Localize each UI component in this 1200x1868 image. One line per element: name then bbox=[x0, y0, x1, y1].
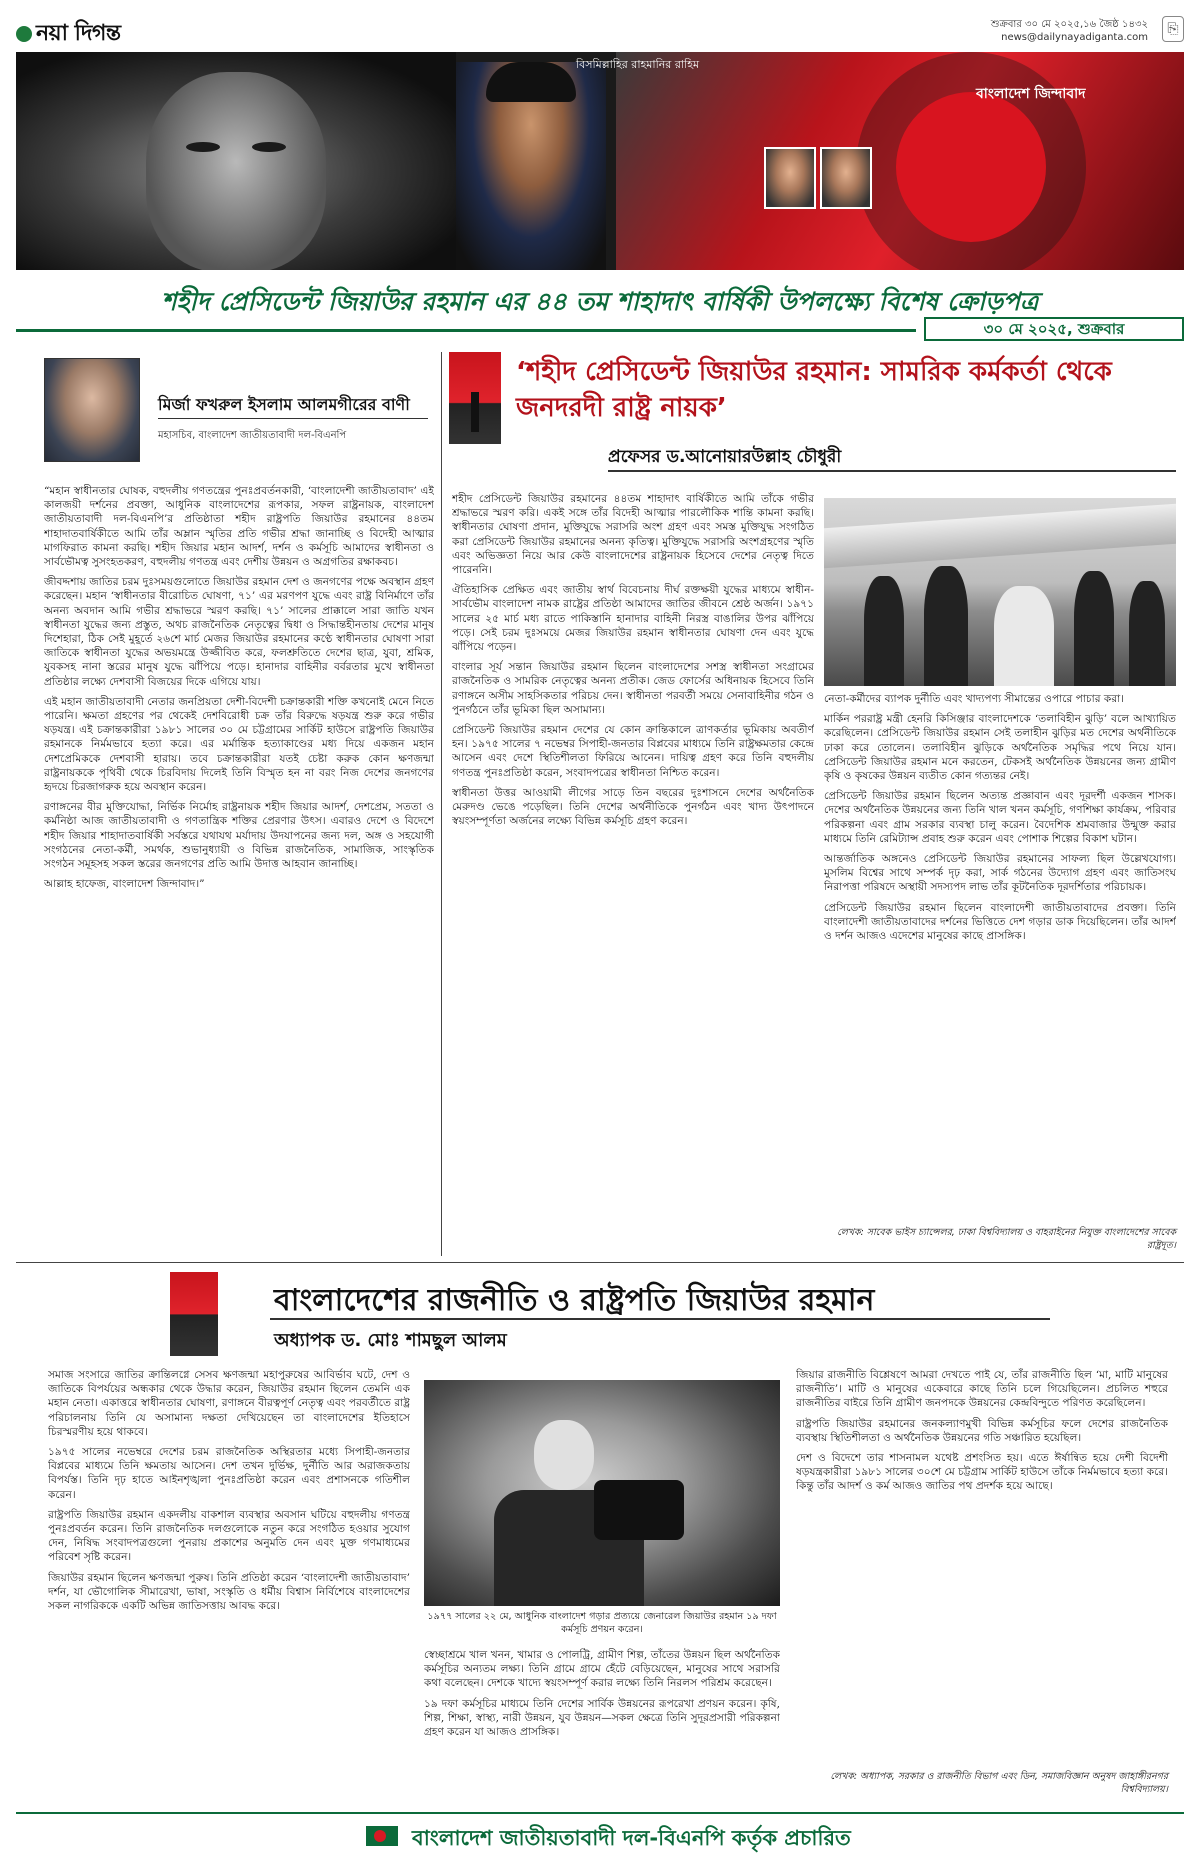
inset-portrait-2 bbox=[820, 147, 872, 209]
article1-photo bbox=[824, 498, 1176, 686]
photo-microphones bbox=[594, 1480, 684, 1540]
inset-face bbox=[822, 149, 870, 207]
message-paragraph: রণাঙ্গনের বীর মুক্তিযোদ্ধা, নির্ভিক নির্মোহ রাষ্ট্রনায়ক শহীদ জিয়ার আদর্শ, দেশপ্রেম, সততা ও কর্মনিষ্ঠা আজ জাতীয়তাবাদী ও গণতান্ত্রিক শক্তির প্রেরণার উৎস। এবারও দেশে ও বিদেশে শহীদ জিয়ার শাহাদাতবার্ষিকী সর্বস্তরে যথাযথ মর্যাদায় উদযাপনের জন্য দল, অঙ্গ ও সহযোগী সংগঠনের নেতা-কর্মী, সমর্থক, শুভানুধ্যায়ী ও বিভিন্ন রাজনৈতিক, সামাজিক, সাংস্কৃতিক সংগঠন সমূহসহ সকল স্তরের জনগণের প্রতি আমি উদাত্ত আহবান জানাচ্ছি। bbox=[44, 801, 434, 871]
article1-author: প্রফেসর ড.আনোয়ারউল্লাহ চৌধুরী bbox=[608, 447, 842, 467]
article1-title: ‘শহীদ প্রেসিডেন্ট জিয়াউর রহমান: সামরিক কর্মকর্তা থেকে জনদরদী রাষ্ট্র নায়ক’ bbox=[516, 357, 1112, 423]
article2-signature: লেখক: অধ্যাপক, সরকার ও রাজনীতি বিভাগ এবং ডিন, সমাজবিজ্ঞান অনুষদ জাহাঙ্গীরনগর বিশ্ববিদ্যালয়। bbox=[830, 1771, 1168, 1795]
article2-photo bbox=[424, 1380, 780, 1606]
banner-portrait-center bbox=[456, 62, 606, 270]
photo-figure bbox=[994, 586, 1054, 686]
article2-paragraph: রাষ্ট্রপতি জিয়াউর রহমান একদলীয় বাকশাল ব্যবস্থার অবসান ঘটিয়ে বহুদলীয় গণতন্ত্র পুনঃপ্রবর্তন করেন। তিনি রাজনৈতিক দলগুলোকে নতুন করে সংগঠিত হওয়ার সুযোগ দেন, নিষিদ্ধ সংবাদপত্রগুলো পুনরায় প্রকাশের অনুমতি দেন এবং মুক্ত গণমাধ্যমের পরিবেশ সৃষ্টি করেন। bbox=[48, 1508, 410, 1564]
article1-paragraph: ঐতিহাসিক প্রেক্ষিত এবং জাতীয় স্বার্থ বিবেচনায় দীর্ঘ রক্তক্ষয়ী যুদ্ধের মাধ্যমে স্বাধীন-সার্বভৌম বাংলাদেশ নামক রাষ্ট্রের প্রতিষ্ঠা আমাদের জাতির জীবনে শ্রেষ্ঠ অর্জন। ১৯৭১ সালের ২৫ মার্চ মধ্য রাতে পাকিস্তানি হানাদার বাহিনী নিরস্ত্র বাঙালির উপর ঝাঁপিয়ে পড়ে। সেই চরম দুঃসময়ে মেজর জিয়াউর রহমান স্বাধীনতার ঘোষণা দেন এবং যুদ্ধে ঝাঁপিয়ে পড়েন। bbox=[452, 584, 814, 654]
article2-paragraph: জিয়ার রাজনীতি বিশ্লেষণে আমরা দেখতে পাই যে, তাঁর রাজনীতি ছিল ‘মা, মাটি মানুষের রাজনীতি’। মাটি ও মানুষের একেবারে কাছে তিনি চলে গিয়েছিলেন। প্রচলিত শহুরে রাজনীতির বাইরে তিনি গ্রামীণ জনপদকে উন্নয়নের কেন্দ্রবিন্দুতে পরিণত করেছিলেন। bbox=[796, 1369, 1168, 1410]
message-author-photo bbox=[44, 358, 140, 462]
section-divider bbox=[16, 1262, 1184, 1263]
article2-photo-caption: ১৯৭৭ সালের ২২ মে, আধুনিক বাংলাদেশ গড়ার প্রত্যয়ে জেনারেল জিয়াউর রহমান ১৯ দফা কর্মসূচি প্রণয়ন করেন। bbox=[427, 1611, 777, 1635]
article2-column-3 bbox=[796, 1368, 1168, 1762]
message-role: মহাসচিব, বাংলাদেশ জাতীয়তাবাদী দল-বিএনপি bbox=[158, 430, 347, 441]
flag-circle bbox=[896, 92, 1046, 242]
portrait-eye bbox=[252, 142, 286, 152]
banner-slogan: বাংলাদেশ জিন্দাবাদ bbox=[976, 86, 1086, 102]
article1-paragraph: মার্কিন পররাষ্ট্র মন্ত্রী হেনরি কিসিঞ্জার বাংলাদেশকে ‘তলাবিহীন ঝুড়ি’ বলে আখ্যায়িত করেছিলেন। প্রেসিডেন্ট জিয়াউর রহমান সেই তলাহীন ঝুড়ির মত দেশের অর্থনীতিকে ঢাকা করে তোলেন। তলাবিহীন ঝুড়িকে অর্থনৈতিক সমৃদ্ধির পথে নিয়ে যান। প্রেসিডেন্ট জিয়াউর রহমান মনে করতেন, টেকসই অর্থনৈতিক উন্নয়নের জন্য গ্রামীণ কৃষি ও কৃষকের উন্নয়ন ব্যতীত কোন গত্যন্তর নেই। bbox=[824, 713, 1176, 783]
article2-paragraph: স্বেচ্ছাশ্রমে খাল খনন, খামার ও পোলট্রি, গ্রামীণ শিল্প, তাঁতের উন্নয়ন ছিল অর্থনৈতিক কর্মসূচির অন্যতম লক্ষ্য। তিনি গ্রামে গ্রামে হেঁটে বেড়িয়েছেন, মানুষের সাথে সরাসরি কথা বলেছেন। দেশকে খাদ্যে স্বয়ংসম্পূর্ণ করার লক্ষ্যে তিনি নিরলস পরিশ্রম করেছেন। bbox=[424, 1649, 780, 1690]
article1-signature: লেখক: সাবেক ভাইস চ্যান্সেলর, ঢাকা বিশ্ববিদ্যালয় ও বাহরাইনের নিযুক্ত বাংলাদেশের সাবেক রাষ্ট্রদূত। bbox=[837, 1227, 1176, 1251]
message-paragraph: আল্লাহ হাফেজ, বাংলাদেশ জিন্দাবাদ।” bbox=[44, 878, 205, 891]
inset-portrait-1 bbox=[764, 147, 816, 209]
article2-column-2 bbox=[424, 1648, 780, 1764]
photo-figure bbox=[924, 566, 968, 686]
article2-column-1 bbox=[48, 1368, 410, 1762]
aircraft-wing bbox=[824, 504, 1176, 569]
bismillah-text: বিসমিল্লাহির রাহমানির রাহিম bbox=[576, 58, 700, 71]
article1-paragraph: স্বাধীনতা উত্তর আওয়ামী লীগের সাড়ে তিন বছরের দুঃশাসনে দেশের অর্থনৈতিক মেরুদণ্ড ভেঙে পড়েছিল। তিনি দেশের অর্থনীতিকে পুনর্গঠন এবং খাদ্য উৎপাদনে স্বয়ংসম্পূর্ণতা অর্জনের লক্ষ্যে বিভিন্ন কর্মসূচি গ্রহণ করেন। bbox=[452, 786, 814, 828]
newspaper-logo bbox=[16, 16, 121, 53]
article2-paragraph: রাষ্ট্রপতি জিয়াউর রহমানের জনকল্যাণমুখী বিভিন্ন কর্মসূচির ফলে দেশের রাজনৈতিক ব্যবস্থায় স্থিতিশীলতা ও অর্থনৈতিক উন্নয়নের গতি সঞ্চারিত হয়েছিল। bbox=[796, 1417, 1168, 1444]
photo-figure bbox=[1129, 581, 1165, 686]
article2-title-rule bbox=[270, 1318, 1050, 1320]
article1-column-2 bbox=[824, 692, 1176, 1222]
photo-figure bbox=[1074, 571, 1114, 686]
footer bbox=[16, 1812, 1184, 1852]
inset-face bbox=[766, 149, 814, 207]
message-body bbox=[44, 484, 434, 1244]
banner-portrait-zia bbox=[16, 52, 456, 270]
article1-photo-adjacent: নেতা-কর্মীদের ব্যাপক দুর্নীতি এবং খাদ্যপণ্য সীমান্তের ওপারে পাচার করা। bbox=[824, 693, 1125, 705]
supplement-title: শহীদ প্রেসিডেন্ট জিয়াউর রহমান এর ৪৪ তম শাহাদাৎ বার্ষিকী উপলক্ষ্যে বিশেষ ক্রোড়পত্র bbox=[161, 287, 1039, 316]
footer-publisher: বাংলাদেশ জাতীয়তাবাদী দল-বিএনপি কর্তৃক প্রচারিত bbox=[412, 1826, 851, 1850]
article1-paragraph: বাংলার সূর্য সন্তান জিয়াউর রহমান ছিলেন বাংলাদেশের সশস্ত্র স্বাধীনতা সংগ্রামের রাজনৈতিক ও সামরিক নেতৃত্বের অনন্য প্রতীক। জেড ফোর্সের অধিনায়ক হিসেবে তিনি রণাঙ্গনে অসীম সাহসিকতার পরিচয় দেন। স্বাধীনতা পরবর্তী সময়ে সেনাবাহিনীর গঠন ও পুনর্গঠনে তাঁর ভূমিকা ছিল অসামান্য। bbox=[452, 661, 814, 716]
photo-figure bbox=[864, 576, 904, 686]
message-paragraph: “মহান স্বাধীনতার ঘোষক, বহুদলীয় গণতন্ত্রের পুনঃপ্রবর্তনকারী, ‘বাংলাদেশী জাতীয়তাবাদ’ এই কালজয়ী দর্শনের প্রবক্তা, আধুনিক বাংলাদেশের রূপকার, সফল রাষ্ট্রনায়ক, বাংলাদেশ জাতীয়তাবাদী দল-বিএনপি’র প্রতিষ্ঠাতা শহীদ রাষ্ট্রপতি জিয়াউর রহমানের ৪৪তম শাহাদাতবার্ষিকীতে আমি তাঁর অম্লান স্মৃতির প্রতি গভীর শ্রদ্ধা জানাচ্ছি ও বিদেহী আত্মার মাগফিরাত কামনা করছি। শহীদ জিয়ার মহান আদর্শ, দর্শন ও কর্মসূচি আমাদের স্বাধীনতা ও সার্বভৌমত্ব সুসংহতকরণ, বহুদলীয় গণতন্ত্র এবং দেশীয় উন্নয়ন ও অগ্রগতির রক্ষাকবচ। bbox=[44, 485, 434, 569]
icon-bar bbox=[471, 392, 479, 432]
portrait-face bbox=[146, 72, 326, 270]
article2-paragraph: ১৯৭৫ সালের নভেম্বরে দেশের চরম রাজনৈতিক অস্থিরতার মধ্যে সিপাহী-জনতার বিপ্লবের মাধ্যমে তিনি ক্ষমতায় আসেন। দেশ তখন দুর্ভিক্ষ, দুর্নীতি আর অরাজকতায় বিপর্যস্ত। তিনি দৃঢ় হাতে আইনশৃঙ্খলা পুনঃপ্রতিষ্ঠা করেন এবং প্রশাসনকে গতিশীল করেন। bbox=[48, 1446, 410, 1501]
issue-date: ৩০ মে ২০২৫, শুক্রবার bbox=[924, 317, 1184, 341]
article1-paragraph: প্রেসিডেন্ট জিয়াউর রহমান ছিলেন বাংলাদেশী জাতীয়তাবাদের প্রবক্তা। তিনি বাংলাদেশী জাতীয়তাবাদের দর্শনের ভিত্তিতে দেশ গড়ার ডাক দিয়েছিলেন। তাঁর আদর্শ ও দর্শন আজও এদেশের মানুষের কাছে প্রাসঙ্গিক। bbox=[824, 901, 1176, 943]
date-bar bbox=[16, 322, 1184, 338]
article1-paragraph: আন্তর্জাতিক অঙ্গনেও প্রেসিডেন্ট জিয়াউর রহমানের সাফল্য ছিল উল্লেখযোগ্য। মুসলিম বিশ্বের সাথে সম্পর্ক দৃঢ় করা, সার্ক গঠনের উদ্যোগ গ্রহণ এবং জাতিসংঘ নিরাপত্তা পরিষদে অস্থায়ী সদস্যপদ লাভ তাঁর কূটনৈতিক দূরদর্শিতার পরিচায়ক। bbox=[824, 853, 1176, 894]
article1-paragraph: প্রেসিডেন্ট জিয়াউর রহমান দেশের যে কোন ক্রান্তিকালে ত্রাণকর্তার ভূমিকায় অবতীর্ণ হন। ১৯৭৫ সালের ৭ নভেম্বর সিপাহী-জনতার বিপ্লবের মাধ্যমে তিনি রাষ্ট্রক্ষমতার কেন্দ্রে আসেন এবং দেশে স্থিতিশীলতা ফিরিয়ে আনেন। দায়িত্ব গ্রহণ করে তিনি বহুদলীয় গণতন্ত্র পুনঃপ্রতিষ্ঠা করেন, সংবাদপত্রের স্বাধীনতা নিশ্চিত করেন। bbox=[452, 724, 814, 779]
article2-paragraph: জিয়াউর রহমান ছিলেন ক্ষণজন্মা পুরুষ। তিনি প্রতিষ্ঠা করেন ‘বাংলাদেশী জাতীয়তাবাদ’ দর্শন, যা ভৌগোলিক সীমারেখা, ভাষা, সংস্কৃতি ও ধর্মীয় বিশ্বাস নির্বিশেষে বাংলাদেশের সকল নাগরিককে একটি অভিন্ন জাতিসত্তায় আবদ্ধ করে। bbox=[48, 1571, 410, 1613]
dateline-email: news@dailynayadiganta.com bbox=[1001, 32, 1148, 43]
document-icon[interactable]: ⎘ bbox=[1162, 16, 1184, 42]
column-divider bbox=[441, 352, 442, 1256]
message-header bbox=[44, 358, 434, 468]
logo-mark bbox=[16, 26, 32, 42]
article2-icon bbox=[170, 1272, 218, 1356]
article2-paragraph: ১৯ দফা কর্মসূচির মাধ্যমে তিনি দেশের সার্বিক উন্নয়নের রূপরেখা প্রণয়ন করেন। কৃষি, শিল্প, শিক্ষা, স্বাস্থ্য, নারী উন্নয়ন, যুব উন্নয়ন—সকল ক্ষেত্রে তিনি সুদূরপ্রসারী পরিকল্পনা গ্রহণ করেন যা আজও প্রাসঙ্গিক। bbox=[424, 1697, 780, 1739]
message-paragraph: এই মহান জাতীয়তাবাদী নেতার জনপ্রিয়তা দেশী-বিদেশী চক্রান্তকারী শক্তি কখনোই মেনে নিতে পারেনি। ক্ষমতা গ্রহণের পর থেকেই দেশবিরোধী চক্র তাঁর বিরুদ্ধে ষড়যন্ত্র শুরু করে গভীর ষড়যন্ত্র। এই চক্রান্তকারীরা ১৯৮১ সালের ৩০ মে চট্টগ্রামের সার্কিট হাউসে রাষ্ট্রপতি জিয়াউর রহমানকে নির্মমভাবে হত্যা করে। এর মর্মান্তিক হত্যাকাণ্ডের মধ্য দিয়ে একজন মহান দেশপ্রেমিককে দেশবাসী হারায়। তবে চক্রান্তকারীরা যতই চেষ্টা করুক কোন ক্ষণজন্মা রাষ্ট্রনায়ককে পৃথিবী থেকে চিরবিদায় দিলেই তিনি বিস্মৃত হন না বরং নিজ দেশের জনগণের হৃদয়ে চিরজাগরুক হয়ে অবস্থান করেন। bbox=[44, 695, 434, 794]
article1-paragraph: প্রেসিডেন্ট জিয়াউর রহমান ছিলেন অত্যন্ত প্রজ্ঞাবান এবং দূরদর্শী একজন শাসক। দেশের অর্থনৈতিক উন্নয়নের জন্য তিনি খাল খনন কর্মসূচি, গণশিক্ষা কার্যক্রম, পরিবার পরিকল্পনা এবং গ্রাম সরকার ব্যবস্থা চালু করেন। বৈদেশিক শ্রমবাজার উন্মুক্ত করার মাধ্যমে তিনি রেমিট্যান্স প্রবাহ শুরু করেন এবং পোশাক শিল্পের বিকাশ ঘটান। bbox=[824, 790, 1176, 845]
bnp-flag-icon bbox=[366, 1826, 398, 1846]
message-title: মির্জা ফখরুল ইসলাম আলমগীরের বাণী bbox=[158, 395, 410, 414]
masthead bbox=[16, 12, 1184, 48]
message-title-rule bbox=[158, 418, 428, 419]
article1-author-rule bbox=[608, 470, 1176, 472]
logo-text: নয়া দিগন্ত bbox=[36, 21, 121, 46]
article1-column-1 bbox=[452, 492, 814, 1248]
photo-head bbox=[534, 1420, 594, 1490]
article1-icon bbox=[449, 352, 501, 444]
article2-title: বাংলাদেশের রাজনীতি ও রাষ্ট্রপতি জিয়াউর রহমান bbox=[274, 1283, 875, 1318]
dateline-date: শুক্রবার ৩০ মে ২০২৫,১৬ জৈষ্ঠ ১৪৩২ bbox=[990, 19, 1148, 30]
date-rule bbox=[16, 329, 916, 332]
article2-paragraph: সমাজ সংসারে জাতির ক্রান্তিলগ্নে সেসব ক্ষণজন্মা মহাপুরুষের আবির্ভাব ঘটে, দেশ ও জাতিকে বিপর্যয়ের অন্ধকার থেকে উদ্ধার করেন, জিয়াউর রহমান ছিলেন তেমনি এক মহান নেতা। একাত্তরে স্বাধীনতার ঘোষণা, রণাঙ্গনে বীরত্বপূর্ণ নেতৃত্ব এবং পরবর্তীতে রাষ্ট্র পরিচালনায় তিনি যে অসামান্য দক্ষতা দেখিয়েছেন তা বাংলাদেশের ইতিহাসে চিরস্মরণীয় হয়ে থাকবে। bbox=[48, 1369, 410, 1438]
article2-paragraph: দেশ ও বিদেশে তার শাসনামল যথেষ্ট প্রশংসিত হয়। এতে ঈর্ষান্বিত হয়ে দেশী বিদেশী ষড়যন্ত্রকারীরা ১৯৮১ সালের ৩০শে মে চট্টগ্রাম সার্কিট হাউসে তাঁকে নির্মমভাবে হত্যা করে। কিন্তু তাঁর আদর্শ ও কর্ম আজও জাতির পথ প্রদর্শক হয়ে আছে। bbox=[796, 1452, 1168, 1493]
banner-image bbox=[16, 52, 1184, 270]
article2-author: অধ্যাপক ড. মোঃ শামছুল আলম bbox=[274, 1330, 507, 1351]
portrait-eye bbox=[186, 142, 220, 152]
article1-paragraph: শহীদ প্রেসিডেন্ট জিয়াউর রহমানের ৪৪তম শাহাদাৎ বার্ষিকীতে আমি তাঁকে গভীর শ্রদ্ধাভরে স্মরণ করি। একই সঙ্গে তাঁর বিদেহী আত্মার পারলৌকিক শান্তি কামনা করছি। স্বাধীনতার ঘোষণা প্রদান, মুক্তিযুদ্ধে সরাসরি অংশ গ্রহণ এবং সমস্ত মুক্তিযুদ্ধ সংগঠিত করা প্রেসিডেন্ট জিয়াউর রহমানের অনন্য কৃতিত্ব। মুক্তিযুদ্ধে সরাসরি অংশগ্রহণের স্মৃতি এবং অভিজ্ঞতা নিয়ে আর কেউ বাংলাদেশের রাষ্ট্রনায়ক হিসেবে দেশের নেতৃত্ব দিতে পারেননি। bbox=[452, 493, 814, 577]
portrait-hair bbox=[486, 62, 576, 102]
dateline bbox=[991, 18, 1148, 44]
message-paragraph: জীবদ্দশায় জাতির চরম দুঃসময়গুলোতে জিয়াউর রহমান দেশ ও জনগণের পক্ষে অবস্থান গ্রহণ করেছেন। মহান ‘স্বাধীনতার বীরোচিত ঘোষণা, ৭১’ এর মরণপণ যুদ্ধে এবং রাষ্ট্র বিনির্মাণে তাঁর অনন্য অবদান আমি গভীর শ্রদ্ধাভরে স্মরণ করছি। ৭১’ সালের প্রাক্কালে সারা জাতি যখন স্বাধীনতা যুদ্ধের জন্য প্রস্তুত, অথচ রাজনৈতিক নেতৃত্বের দ্বিধা ও সিদ্ধান্তহীনতায় দেশের মানুষ দিশেহারা, ঠিক সেই মুহূর্তে ২৬শে মার্চ মেজর জিয়াউর রহমানের কণ্ঠে স্বাধীনতার ঘোষণা সারা জাতিকে স্বাধীনতা যুদ্ধের অভয়মন্ত্রে উজ্জীবিত করে, ফলশ্রুতিতে দেশের ছাত্র, যুবা, শ্রমিক, যুবকসহ নানা স্তরের মানুষ যুদ্ধে ঝাঁপিয়ে পড়ে। হানাদার বাহিনীর বর্বরতার মুখে স্বাধীনতা প্রতিষ্ঠার লক্ষ্যে দেশবাসী বিজয়ের দিকে এগিয়ে যায়। bbox=[44, 576, 434, 688]
